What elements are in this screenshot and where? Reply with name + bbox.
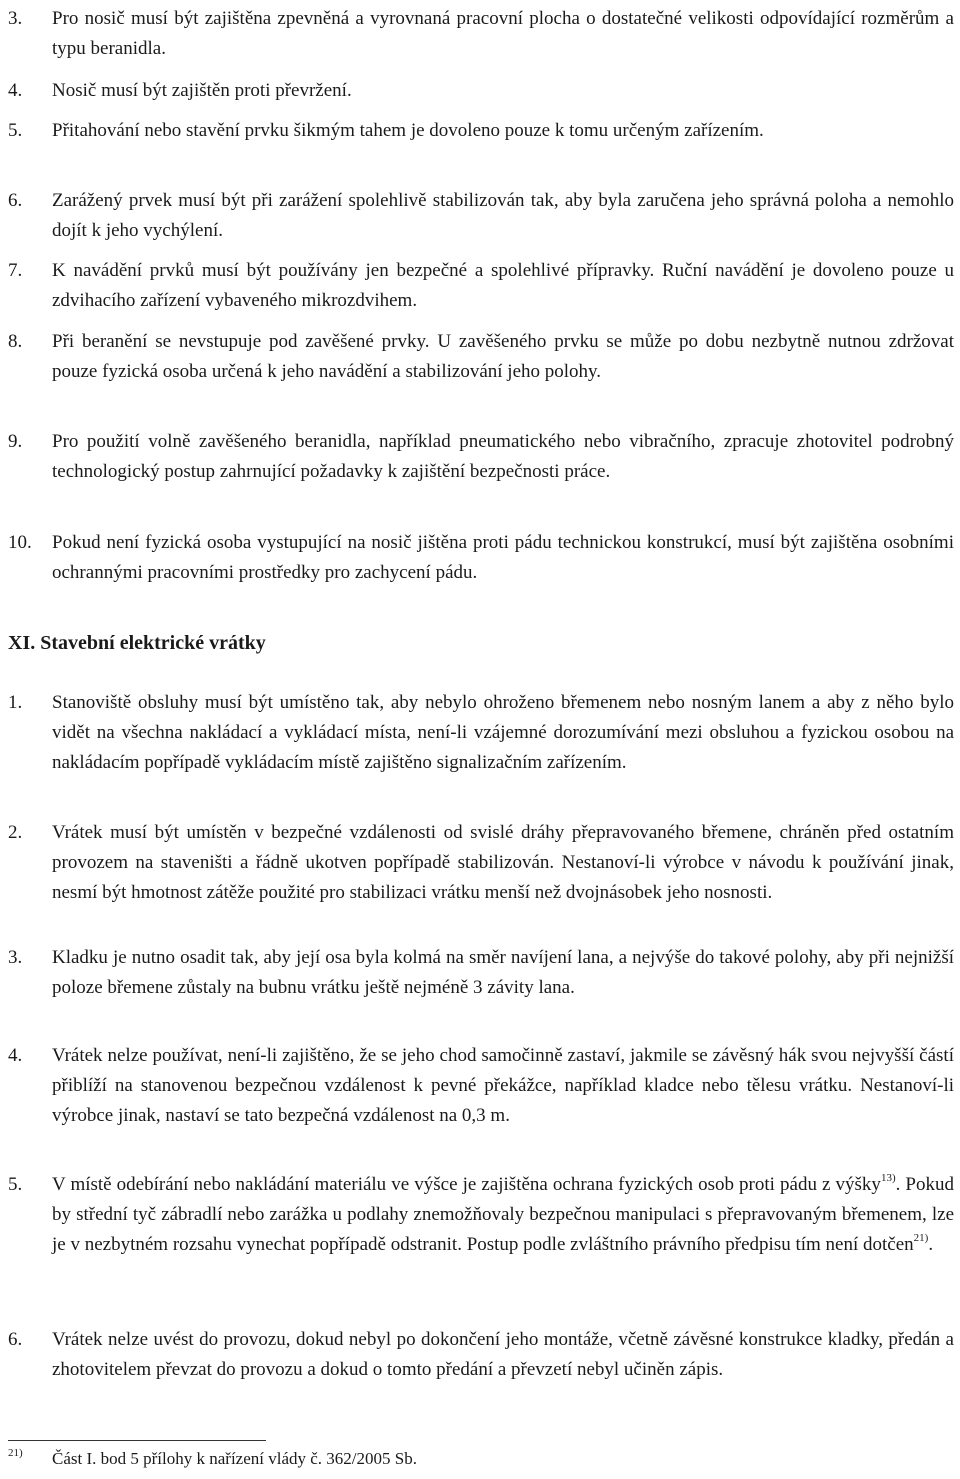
item-text <box>52 1170 954 1260</box>
footnote-reference: 13) <box>880 1171 896 1184</box>
item-text-part: . Pokud by střední tyč zábradlí nebo zarážka u podlahy znemožňovaly bezpečnou manipulaci s přepravovaným břemenem, lze je v nezbytném rozsahu vynechat popřípadě odstranit. Postup podle zvláštního právního předpisu tím není dotčen <box>52 1174 954 1255</box>
item-number: 5. <box>8 1174 23 1195</box>
item-text: Vrátek nelze používat, není-li zajištěno, že se jeho chod samočinně zastaví, jakmile se závěsný hák svou nejvyšší částí přiblíží na stanovenou bezpečnou vzdálenost k pevné překážce, například kladce nebo tělesu vrátku. Nestanoví-li výrobce jinak, nastaví se tato bezpečná vzdálenost na 0,3 m. <box>52 1045 954 1126</box>
item-number: 10. <box>8 532 32 553</box>
item-number: 4. <box>8 1045 23 1066</box>
item-text: Vrátek nelze uvést do provozu, dokud nebyl po dokončení jeho montáže, včetně závěsné konstrukce kladky, předán a zhotovitelem převzat do provozu a dokud o tomto předání a převzetí nebyl učiněn zápis. <box>52 1329 954 1380</box>
item-number: 3. <box>8 8 23 29</box>
item-number: 2. <box>8 822 23 843</box>
footnote-divider <box>8 1440 266 1441</box>
item-text: Nosič musí být zajištěn proti převržení. <box>52 80 352 101</box>
item-text: Pokud není fyzická osoba vystupující na nosič jištěna proti pádu technickou konstrukcí, musí být zajištěna osobními ochrannými pracovními prostředky pro zachycení pádu. <box>52 532 954 583</box>
item-number: 6. <box>8 190 23 211</box>
item-text: Vrátek musí být umístěn v bezpečné vzdálenosti od svislé dráhy přepravovaného břemene, chráněn před ostatním provozem na staveništi a řádně ukotven popřípadě stabilizován. Nestanoví-li výrobce v návodu k používání jinak, nesmí být hmotnost zátěže použité pro stabilizaci vrátku menší než dvojnásobek jeho nosnosti. <box>52 822 954 903</box>
footnote-reference: 21) <box>913 1231 929 1244</box>
item-number: 8. <box>8 331 23 352</box>
footnote-text: Část I. bod 5 přílohy k nařízení vlády č. 362/2005 Sb. <box>52 1449 417 1468</box>
item-number: 4. <box>8 80 23 101</box>
item-text: Přitahování nebo stavění prvku šikmým tahem je dovoleno pouze k tomu určeným zařízením. <box>52 120 764 141</box>
item-number: 3. <box>8 947 23 968</box>
item-text: Pro použití volně zavěšeného beranidla, například pneumatického nebo vibračního, zpracuje zhotovitel podrobný technologický postup zahrnující požadavky k zajištění bezpečnosti práce. <box>52 431 954 482</box>
item-text: Pro nosič musí být zajištěna zpevněná a vyrovnaná pracovní plocha o dostatečné velikosti odpovídající rozměrům a typu beranidla. <box>52 8 954 59</box>
item-text: Zarážený prvek musí být při zarážení spolehlivě stabilizován tak, aby byla zaručena jeho správná poloha a nemohlo dojít k jeho vychýlení. <box>52 190 954 241</box>
section-heading: XI. Stavební elektrické vrátky <box>8 632 266 654</box>
footnote-mark: 21) <box>8 1447 23 1459</box>
item-text-part: V místě odebírání nebo nakládání materiálu ve výšce je zajištěna ochrana fyzických osob proti pádu z výšky <box>52 1174 881 1195</box>
item-number: 1. <box>8 692 23 713</box>
item-text: Kladku je nutno osadit tak, aby její osa byla kolmá na směr navíjení lana, a nejvýše do takové polohy, aby při nejnižší poloze břemene zůstaly na bubnu vrátku ještě nejméně 3 závity lana. <box>52 947 954 998</box>
item-number: 9. <box>8 431 23 452</box>
item-number: 6. <box>8 1329 23 1350</box>
item-text: Při beranění se nevstupuje pod zavěšené prvky. U zavěšeného prvku se může po dobu nezbytně nutnou zdržovat pouze fyzická osoba určená k jeho navádění a stabilizování jeho polohy. <box>52 331 954 382</box>
item-text-part: . <box>928 1234 934 1255</box>
item-text: Stanoviště obsluhy musí být umístěno tak, aby nebylo ohroženo břemenem nebo nosným lanem a aby z něho bylo vidět na všechna nakládací a vykládací místa, není-li vzájemné dorozumívání mezi obsluhou a fyzickou osobou na nakládacím popřípadě vykládacím místě zajištěno signalizačním zařízením. <box>52 692 954 773</box>
item-text: K navádění prvků musí být používány jen bezpečné a spolehlivé přípravky. Ruční navádění je dovoleno pouze u zdvihacího zařízení vybaveného mikrozdvihem. <box>52 260 954 311</box>
item-number: 7. <box>8 260 23 281</box>
item-number: 5. <box>8 120 23 141</box>
